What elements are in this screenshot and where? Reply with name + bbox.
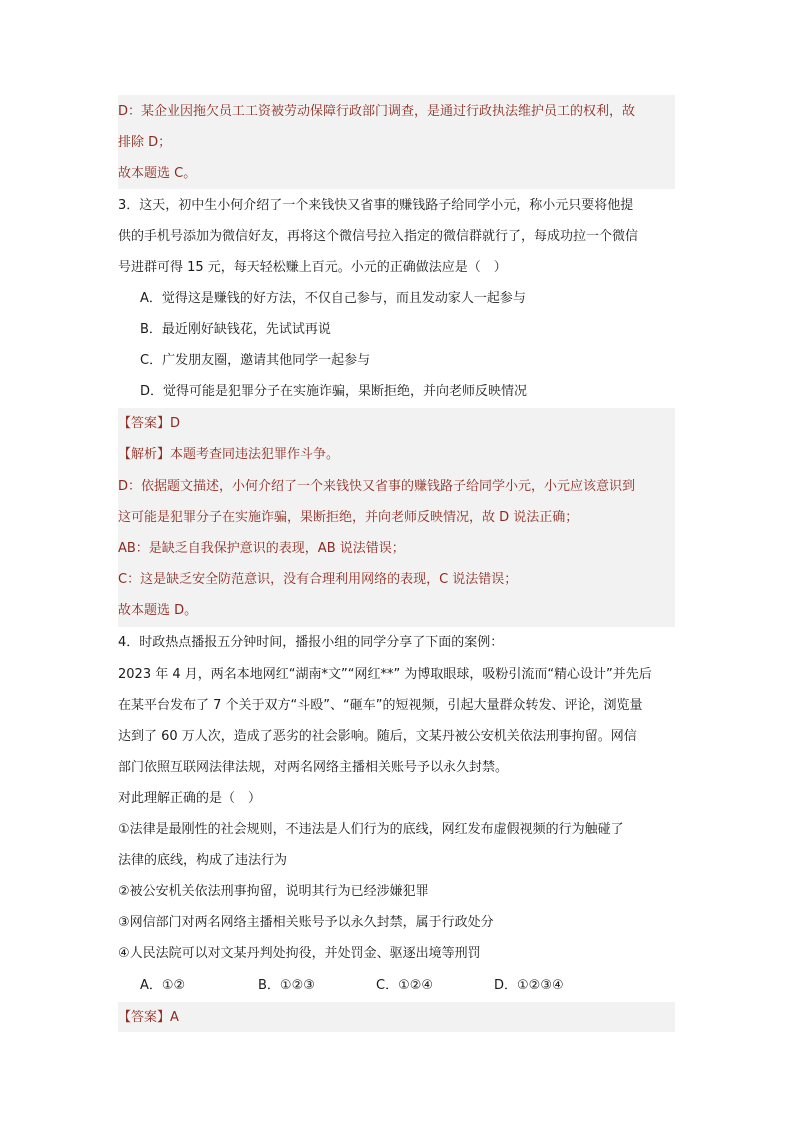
q4-answer: 【答案】A bbox=[118, 1010, 179, 1025]
q3-conclusion: 故本题选 D。 bbox=[118, 603, 198, 618]
q4-case-line1: 2023 年 4 月，两名本地网红“湖南*文”“网红**” 为博取眼球，吸粉引流而“精心设计”并先后 bbox=[118, 667, 652, 682]
q4-statement-2: ②被公安机关依法刑事拘留，说明其行为已经涉嫌犯罪 bbox=[118, 884, 429, 899]
q3-stem-line2: 供的手机号添加为微信好友，再将这个微信号拉入指定的微信群就行了，每成功拉一个微信 bbox=[118, 229, 639, 244]
q3-option-d: D．觉得可能是犯罪分子在实施诈骗，果断拒绝，并向老师反映情况 bbox=[140, 384, 528, 399]
q4-stem: 4．时政热点播报五分钟时间，播报小组的同学分享了下面的案例： bbox=[118, 635, 504, 650]
prev-analysis-conclusion: 故本题选 C。 bbox=[118, 166, 197, 181]
q4-options bbox=[140, 970, 675, 1001]
q3-stem-line3: 号进群可得 15 元，每天轻松赚上百元。小元的正确做法应是（ ） bbox=[118, 260, 507, 275]
q3-option-a: A．觉得这是赚钱的好方法，不仅自己参与，而且发动家人一起参与 bbox=[140, 291, 526, 306]
q3-analysis-ab: AB：是缺乏自我保护意识的表现，AB 说法错误； bbox=[118, 541, 405, 556]
q3-analysis-d-line2: 这可能是犯罪分子在实施诈骗，果断拒绝，并向老师反映情况，故 D 说法正确； bbox=[118, 510, 579, 525]
prev-analysis-d-line1: D：某企业因拖欠员工工资被劳动保障行政部门调查，是通过行政执法维护员工的权利，故 bbox=[118, 104, 636, 119]
q4-option-d: D．①②③④ bbox=[494, 978, 564, 993]
q4-option-b: B．①②③ bbox=[258, 978, 315, 993]
q3-stem-line1: 3．这天，初中生小何介绍了一个来钱快又省事的赚钱路子给同学小元，称小元只要将他提 bbox=[118, 198, 634, 213]
q4-statement-4: ④人民法院可以对文某丹判处拘役，并处罚金、驱逐出境等刑罚 bbox=[118, 946, 481, 961]
q3-answer: 【答案】D bbox=[118, 416, 181, 431]
q4-case-line3: 达到了 60 万人次，造成了恶劣的社会影响。随后，文某丹被公安机关依法刑事拘留。网信 bbox=[118, 729, 637, 744]
q3-analysis-c: C：这是缺乏安全防范意识，没有合理利用网络的表现，C 说法错误； bbox=[118, 572, 518, 587]
prev-analysis-d-line2: 排除 D； bbox=[118, 135, 172, 150]
q4-statement-3: ③网信部门对两名网络主播相关账号予以永久封禁，属于行政处分 bbox=[118, 915, 494, 930]
q4-case-line4: 部门依照互联网法律法规，对两名网络主播相关账号予以永久封禁。 bbox=[118, 760, 509, 775]
q4-question: 对此理解正确的是（ ） bbox=[118, 791, 262, 806]
q3-analysis-d-line1: D：依据题文描述，小何介绍了一个来钱快又省事的赚钱路子给同学小元，小元应该意识到 bbox=[118, 479, 636, 494]
q4-option-a: A．①② bbox=[140, 978, 186, 993]
q3-option-c: C．广发朋友圈，邀请其他同学一起参与 bbox=[140, 353, 371, 368]
q4-statement-1-line2: 法律的底线，构成了违法行为 bbox=[118, 853, 288, 868]
q4-option-c: C．①②④ bbox=[376, 978, 434, 993]
q3-option-b: B．最近刚好缺钱花，先试试再说 bbox=[140, 322, 331, 337]
q3-analysis-head: 【解析】本题考查同违法犯罪作斗争。 bbox=[118, 447, 340, 462]
q4-case-line2: 在某平台发布了 7 个关于双方“斗殴”、“砸车”的短视频，引起大量群众转发、评论，浏览量 bbox=[118, 698, 643, 713]
q4-statement-1-line1: ①法律是最刚性的社会规则，不违法是人们行为的底线，网红发布虚假视频的行为触碰了 bbox=[118, 822, 624, 837]
